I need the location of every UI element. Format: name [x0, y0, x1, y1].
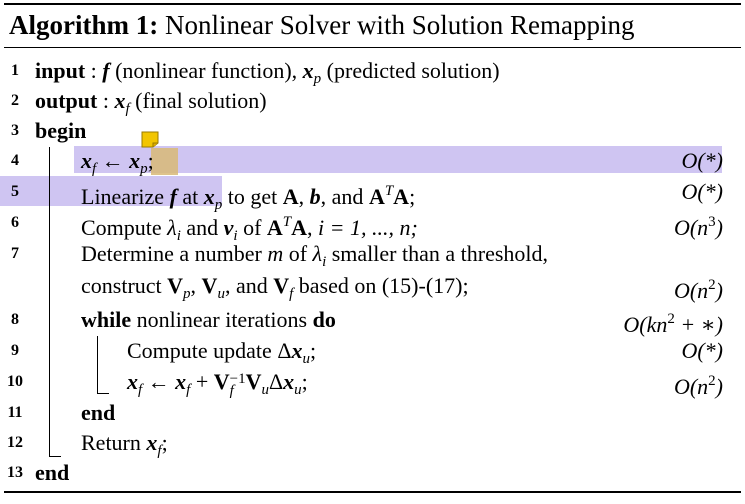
complexity-l7: $O(n^2)$ [673, 277, 723, 303]
algorithm-line-2 [0, 85, 745, 116]
line-text: begin [35, 118, 87, 143]
line-number: 5 [11, 183, 19, 200]
complexity-l8: $O(kn^2$ + ∗) [623, 311, 723, 337]
line-number: 13 [7, 464, 23, 481]
algorithm-line-13 [0, 457, 745, 488]
algorithm-name: Nonlinear Solver with Solution Remapping [164, 10, 635, 40]
algorithm-line-12 [0, 427, 745, 458]
algorithm-line-7-cont [0, 270, 745, 301]
line-text: end [35, 460, 70, 485]
complexity-l5: O(*) [681, 179, 723, 204]
algorithm-line-6 [0, 207, 745, 244]
complexity-l6: $O(n^3)$ [673, 214, 723, 240]
line-text: $x_f$ ← $x_f + V$ −1 f $V_u\Delta x_u$; [127, 369, 308, 399]
complexity-l10: $O(n^2)$ [673, 373, 723, 399]
line-text: while nonlinear iterations do [81, 307, 336, 332]
bottom-rule [4, 491, 741, 493]
line-text: end [81, 400, 116, 425]
line-text: Determine a number m of $\lambda_i$ smaller than a threshold, [81, 241, 549, 270]
algorithm-line-3 [0, 115, 745, 146]
line-number: 1 [11, 62, 19, 79]
line-number: 4 [11, 152, 19, 169]
line-text: Linearize f at $x_p$ to get A, b, and $A^TA$; [81, 183, 416, 213]
line-number: 9 [11, 342, 19, 359]
line-number: 11 [7, 404, 23, 421]
line-number: 2 [11, 92, 19, 109]
algorithm-line-9 [0, 335, 745, 366]
line-number: 6 [11, 214, 19, 231]
line-text: construct $V_p$, $V_u$, and $V_f$ based on (15)-(17); [81, 273, 469, 302]
complexity-l9: O(*) [681, 338, 723, 363]
algorithm-line-4 [0, 145, 745, 176]
algorithm-line-8 [0, 304, 745, 335]
line-number: 8 [11, 311, 19, 328]
title-rule [4, 47, 741, 48]
algorithm-line-11 [0, 397, 745, 428]
line-text: Compute update $\Delta x_u$; [127, 338, 317, 367]
algorithm-label: Algorithm 1: [9, 10, 159, 40]
line-text: $x_f$ ← $x_p$; [81, 148, 154, 177]
line-number: 12 [7, 434, 23, 451]
line-text: input : f (nonlinear function), $x_p$ (predicted solution) [35, 58, 500, 87]
algorithm-line-1 [0, 55, 745, 86]
top-rule [4, 3, 741, 5]
line-text: Return $x_f$; [81, 430, 168, 459]
algorithm-line-7 [0, 238, 745, 269]
line-number: 7 [11, 245, 19, 262]
algorithm-line-5 [0, 176, 745, 213]
algorithm-line-10 [0, 366, 745, 397]
line-number: 3 [11, 122, 19, 139]
line-text: Compute $\lambda_i$ and $v_i$ of $A^TA$, i = 1, ..., n; [81, 214, 418, 244]
line-text: output : $x_f$ (final solution) [35, 88, 267, 117]
line-number: 10 [7, 373, 23, 390]
complexity-l4: O(*) [681, 148, 723, 173]
algorithm-title [9, 8, 634, 42]
